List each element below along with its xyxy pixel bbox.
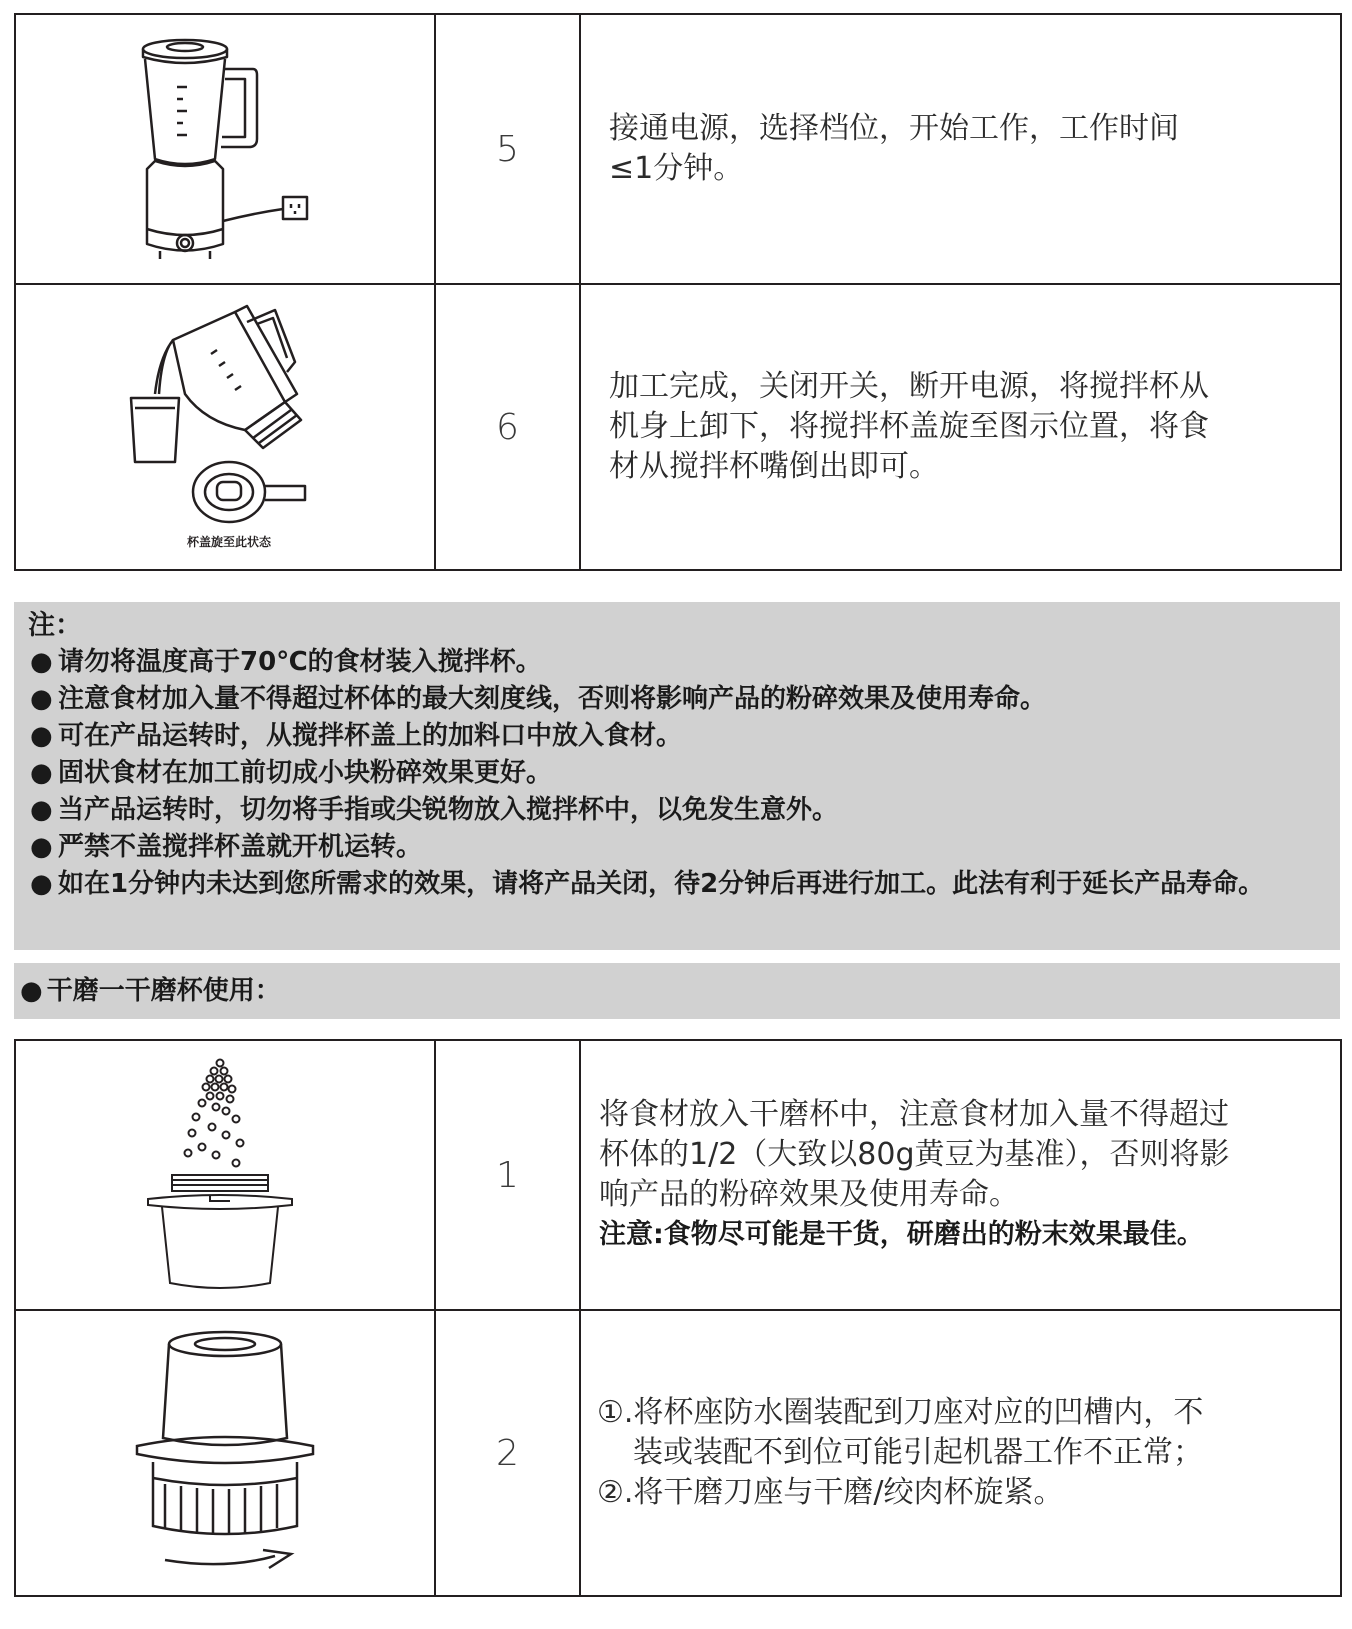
step-6-illustration-cell: [15, 284, 435, 570]
step-6-line-3: 材从搅拌杯嘴倒出即可。: [609, 449, 939, 484]
step-1-line-1: 将食材放入干磨杯中，注意食材加入量不得超过: [599, 1097, 1229, 1132]
step-2-line-2: 装或装配不到位可能引起机器工作不正常；: [633, 1435, 1203, 1470]
step-1-line-2: 杯体的1/2（大致以80g黄豆为基准），否则将影: [599, 1137, 1230, 1172]
section-header-dry-grinding: [14, 963, 1340, 1019]
step-5-illustration-cell: [15, 14, 435, 284]
bullet-icon: ●: [30, 795, 53, 825]
blender-pouring-icon: [125, 302, 325, 552]
step-2-number: 2: [435, 1310, 580, 1596]
step-1-description: [580, 1040, 1341, 1310]
bullet-icon: ●: [30, 869, 53, 899]
step-6-line-2: 机身上卸下，将搅拌杯盖旋至图示位置，将食: [609, 409, 1209, 444]
note-item-7: ● 如在1分钟内未达到您所需求的效果，请将产品关闭，待2分钟后再进行加工。此法有利于延长产品寿命。: [28, 866, 1340, 903]
top-steps-table: [14, 13, 1342, 571]
step-5-line-1: 接通电源，选择档位，开始工作，工作时间: [609, 111, 1179, 146]
blender-plugged-in-icon: [125, 29, 325, 269]
bullet-icon: ●: [30, 684, 53, 714]
note-item-5: ● 当产品运转时，切勿将手指或尖锐物放入搅拌杯中，以免发生意外。: [28, 792, 1340, 829]
step-row-6: [15, 284, 1341, 570]
step-5-description: [580, 14, 1341, 284]
step-row-1: [15, 1040, 1341, 1310]
note-item-1: ● 请勿将温度高于70℃的食材装入搅拌杯。: [28, 644, 1340, 681]
note-item-4: ● 固状食材在加工前切成小块粉碎效果更好。: [28, 755, 1340, 792]
step-row-5: [15, 14, 1341, 284]
note-item-3: ● 可在产品运转时，从搅拌杯盖上的加料口中放入食材。: [28, 718, 1340, 755]
step-1-illustration-cell: [15, 1040, 435, 1310]
step-1-number: 1: [435, 1040, 580, 1310]
section-title: 干磨一干磨杯使用：: [46, 976, 281, 1006]
step-2-line-1: ①.将杯座防水圈装配到刀座对应的凹槽内，不: [597, 1395, 1204, 1430]
step-2-line-3: ②.将干磨刀座与干磨/绞肉杯旋紧。: [597, 1475, 1064, 1510]
step-6-number: 6: [435, 284, 580, 570]
note-item-6: ● 严禁不盖搅拌杯盖就开机运转。: [28, 829, 1340, 866]
notes-box: [14, 602, 1340, 950]
step-row-2: [15, 1310, 1341, 1596]
step-2-description: [580, 1310, 1341, 1596]
bullet-icon: ●: [30, 832, 53, 862]
bottom-steps-table: [14, 1039, 1342, 1597]
dry-grinder-beans-icon: [140, 1055, 310, 1295]
bullet-icon: ●: [30, 721, 53, 751]
step-1-warning: 注意:食物尽可能是干货，研磨出的粉末效果最佳。: [599, 1219, 1204, 1250]
step-5-number: 5: [435, 14, 580, 284]
step-6-line-1: 加工完成，关闭开关，断开电源，将搅拌杯从: [609, 369, 1209, 404]
notes-list: [28, 644, 1340, 903]
step-6-caption: 杯盖旋至此状态: [186, 535, 272, 549]
note-item-2: ● 注意食材加入量不得超过杯体的最大刻度线，否则将影响产品的粉碎效果及使用寿命。: [28, 681, 1340, 718]
step-6-description: [580, 284, 1341, 570]
dry-grinder-assembly-icon: [135, 1328, 315, 1578]
step-5-line-2: ≤1分钟。: [609, 151, 744, 186]
notes-title: 注：: [28, 610, 82, 641]
step-2-illustration-cell: [15, 1310, 435, 1596]
step-1-line-3: 响产品的粉碎效果及使用寿命。: [599, 1177, 1019, 1212]
bullet-icon: ●: [30, 647, 53, 677]
bullet-icon: ●: [30, 758, 53, 788]
bullet-icon: ●: [20, 976, 43, 1006]
